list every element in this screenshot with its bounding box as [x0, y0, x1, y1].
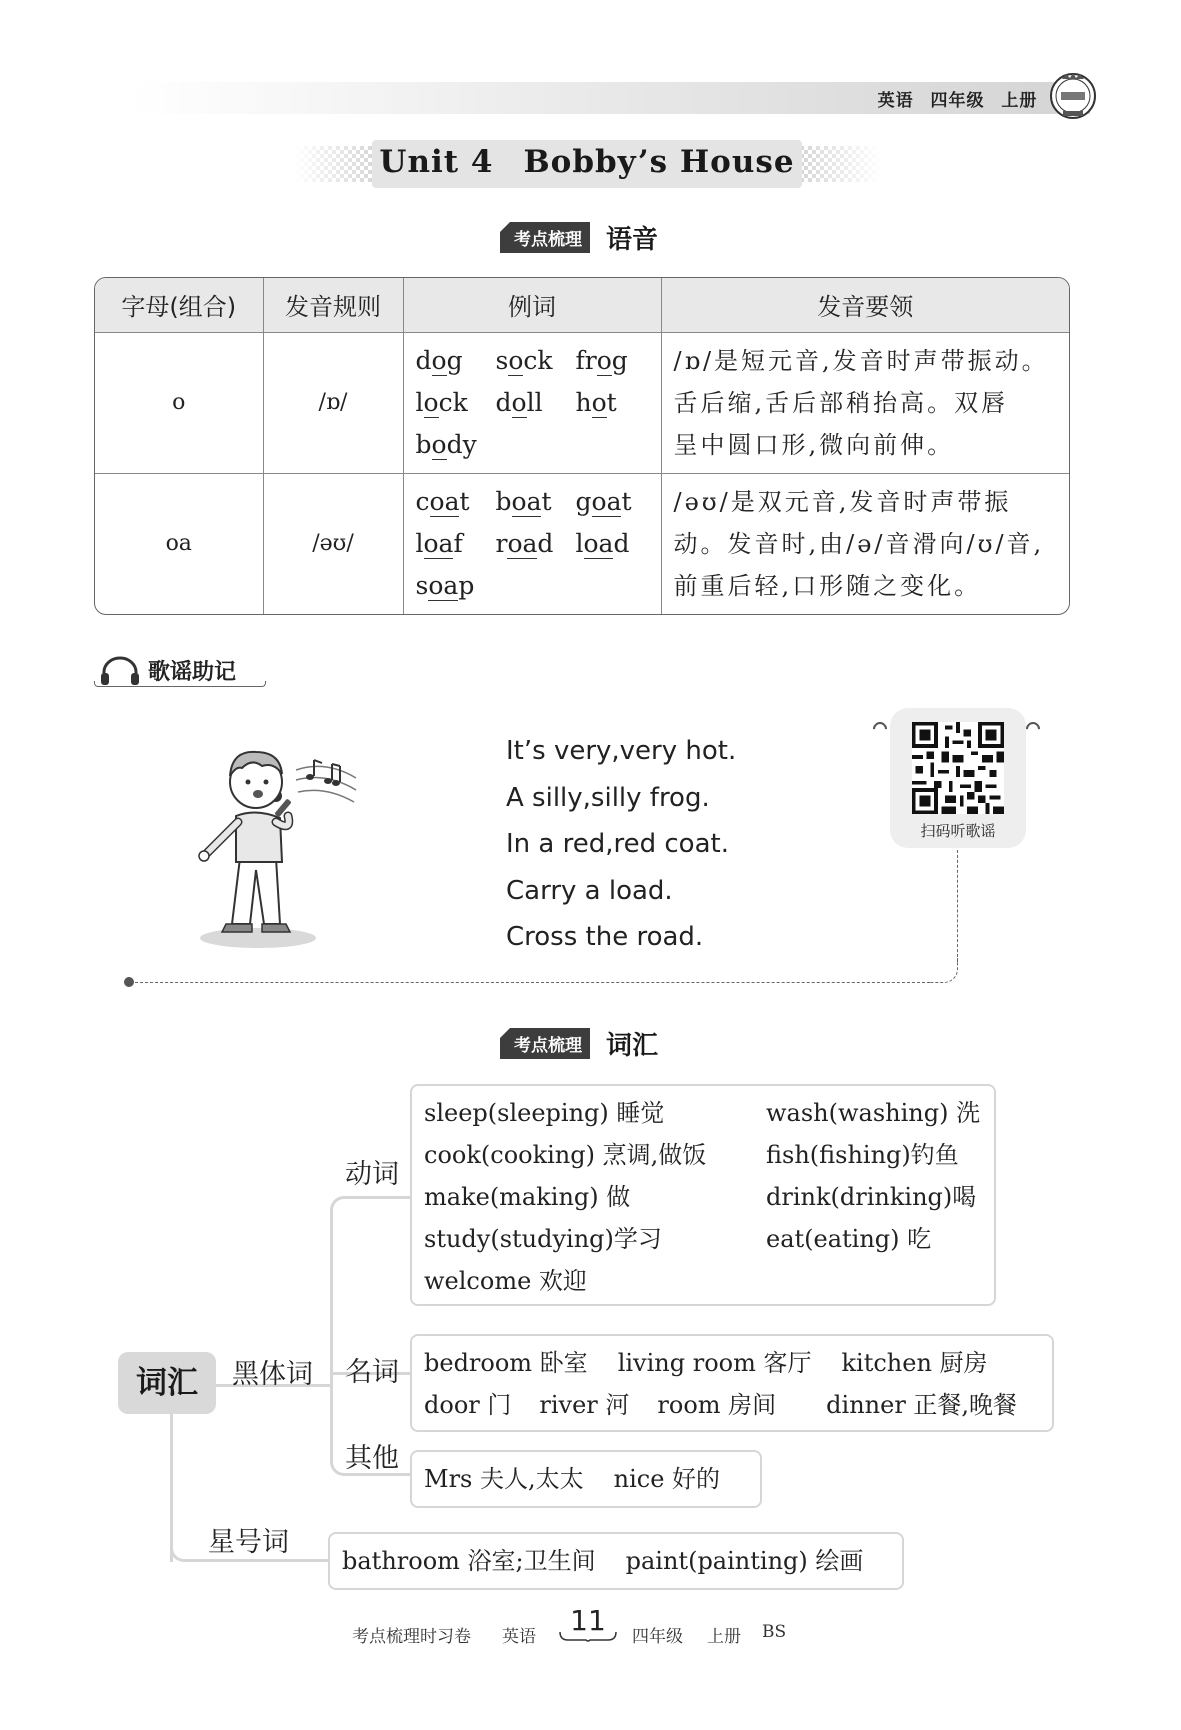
vocab-item: study(studying)学习 [424, 1225, 662, 1253]
vocab-item: bedroom 卧室 [424, 1349, 588, 1377]
phonics-section-heading [500, 220, 658, 254]
vocab-item: sleep(sleeping) 睡觉 [424, 1099, 665, 1127]
example-words-cell [403, 332, 661, 473]
qr-caption: 扫码听歌谣 [920, 822, 996, 840]
unit-number: Unit 4 [379, 144, 494, 180]
tip-line: 呈中圆口形,微向前伸。 [673, 430, 955, 459]
section-tag: 考点梳理 [500, 222, 590, 253]
sound-cell: /əʊ/ [263, 473, 403, 614]
vocab-item: room 房间 [657, 1391, 777, 1419]
unit-title [292, 144, 882, 180]
vocab-item: door 门 [424, 1391, 512, 1419]
vocab-item: nice 好的 [613, 1465, 721, 1493]
tip-line: 前重后轻,口形随之变化。 [673, 571, 982, 600]
letters-cell: o [95, 332, 263, 473]
publisher-seal-icon [1048, 71, 1098, 121]
qr-decoration-left [870, 719, 890, 739]
rhyme-line: Carry a load. [506, 875, 673, 906]
branch-line [330, 1196, 410, 1476]
vocab-item: living room 客厅 [617, 1349, 812, 1377]
bold-words-label: 黑体词 [232, 1359, 313, 1390]
table-header-sound: 发音规则 [263, 278, 403, 332]
star-words-label: 星号词 [208, 1527, 289, 1558]
star-words-box [328, 1532, 904, 1590]
vocab-item: cook(cooking) 烹调,做饭 [424, 1141, 707, 1169]
rhyme-lines [506, 728, 736, 961]
table-header-letters: 字母(组合) [95, 278, 263, 332]
vocab-section-title: 词汇 [606, 1030, 659, 1061]
example-word: boat [495, 486, 552, 516]
tip-line: 舌后缩,舌后部稍抬高。双唇 [673, 388, 1009, 417]
tip-line: /əʊ/是双元音,发音时声带振 [673, 487, 1012, 516]
rhyme-line: Cross the road. [506, 922, 704, 952]
example-word: load [575, 528, 630, 558]
tips-cell [661, 332, 1069, 473]
footer-grade: 四年级 [632, 1627, 683, 1647]
example-word: road [495, 528, 554, 558]
vocab-root: 词汇 [118, 1352, 216, 1414]
nouns-box [410, 1334, 1054, 1432]
vocab-item: fish(fishing)钓鱼 [766, 1141, 959, 1169]
example-word: dog [415, 345, 463, 375]
qr-decoration-right [1023, 719, 1043, 739]
footer-series: 考点梳理时习卷 [352, 1627, 471, 1647]
divider-dot [124, 977, 134, 987]
others-label: 其他 [345, 1443, 399, 1474]
vocab-item: eat(eating) 吃 [766, 1225, 932, 1253]
verbs-box [410, 1084, 996, 1306]
phonics-table [94, 277, 1070, 615]
vocab-item: welcome 欢迎 [424, 1267, 587, 1295]
letters-cell: oa [95, 473, 263, 614]
vocab-item: river 河 [539, 1391, 630, 1419]
dashed-divider [130, 982, 930, 983]
qr-code-icon[interactable] [912, 722, 1004, 814]
rhyme-line: A silly,silly frog. [506, 782, 710, 813]
vocab-item: bathroom 浴室;卫生间 [342, 1547, 596, 1575]
dashed-connector [957, 850, 958, 962]
open-book-icon [558, 1630, 618, 1642]
rhyme-heading [94, 655, 266, 687]
vocab-item: kitchen 厨房 [841, 1349, 988, 1377]
example-word: loaf [415, 528, 463, 558]
unit-title-banner [292, 140, 882, 188]
example-word: soap [415, 570, 475, 600]
nouns-label: 名词 [345, 1357, 399, 1388]
header-subject: 英语 [877, 91, 914, 111]
example-word: coat [415, 486, 470, 516]
example-word: doll [495, 387, 543, 417]
vocab-item: wash(washing) 洗 [766, 1099, 981, 1127]
example-word: sock [495, 345, 553, 375]
vocab-item: drink(drinking)喝 [766, 1183, 977, 1211]
tips-cell [661, 473, 1069, 614]
rhyme-line: In a red,red coat. [506, 829, 729, 859]
example-word: body [415, 429, 477, 459]
footer-subject: 英语 [502, 1627, 536, 1647]
vocab-item: make(making) 做 [424, 1183, 631, 1211]
header-volume: 上册 [1001, 91, 1038, 111]
unit-name: Bobby’s House [523, 144, 795, 180]
phonics-section-title: 语音 [606, 224, 659, 255]
tip-line: 动。发音时,由/ə/音滑向/ʊ/音, [673, 529, 1045, 558]
example-word: hot [575, 387, 617, 417]
vocab-item: dinner 正餐,晚餐 [826, 1391, 1018, 1419]
qr-card[interactable] [890, 708, 1026, 848]
vocab-item: paint(painting) 绘画 [625, 1547, 864, 1575]
vocab-item: Mrs 夫人,太太 [424, 1465, 584, 1493]
example-word: lock [415, 387, 468, 417]
table-header-tips: 发音要领 [661, 278, 1069, 332]
tip-line: /ɒ/是短元音,发音时声带振动。 [673, 346, 1049, 375]
section-tag: 考点梳理 [500, 1028, 590, 1059]
sound-cell: /ɒ/ [263, 332, 403, 473]
table-header-row [95, 278, 1069, 332]
footer-volume: 上册 [707, 1627, 741, 1647]
footer-edition: BS [762, 1622, 787, 1642]
rhyme-title: 歌谣助记 [148, 660, 237, 685]
header-grade: 四年级 [930, 91, 985, 111]
vocab-section-heading [500, 1026, 658, 1060]
table-header-examples: 例词 [403, 278, 661, 332]
table-row [95, 473, 1069, 614]
example-word: frog [575, 345, 628, 375]
others-box [410, 1450, 762, 1508]
example-word: goat [575, 486, 632, 516]
table-row [95, 332, 1069, 473]
dashed-connector-corner [928, 958, 958, 983]
rhyme-line: It’s very,very hot. [506, 736, 737, 766]
rhyme-heading-underline [94, 681, 266, 687]
page-number: 11 [570, 1604, 606, 1637]
singing-boy-illustration [196, 730, 386, 952]
verbs-label: 动词 [345, 1159, 399, 1190]
example-words-cell [403, 473, 661, 614]
